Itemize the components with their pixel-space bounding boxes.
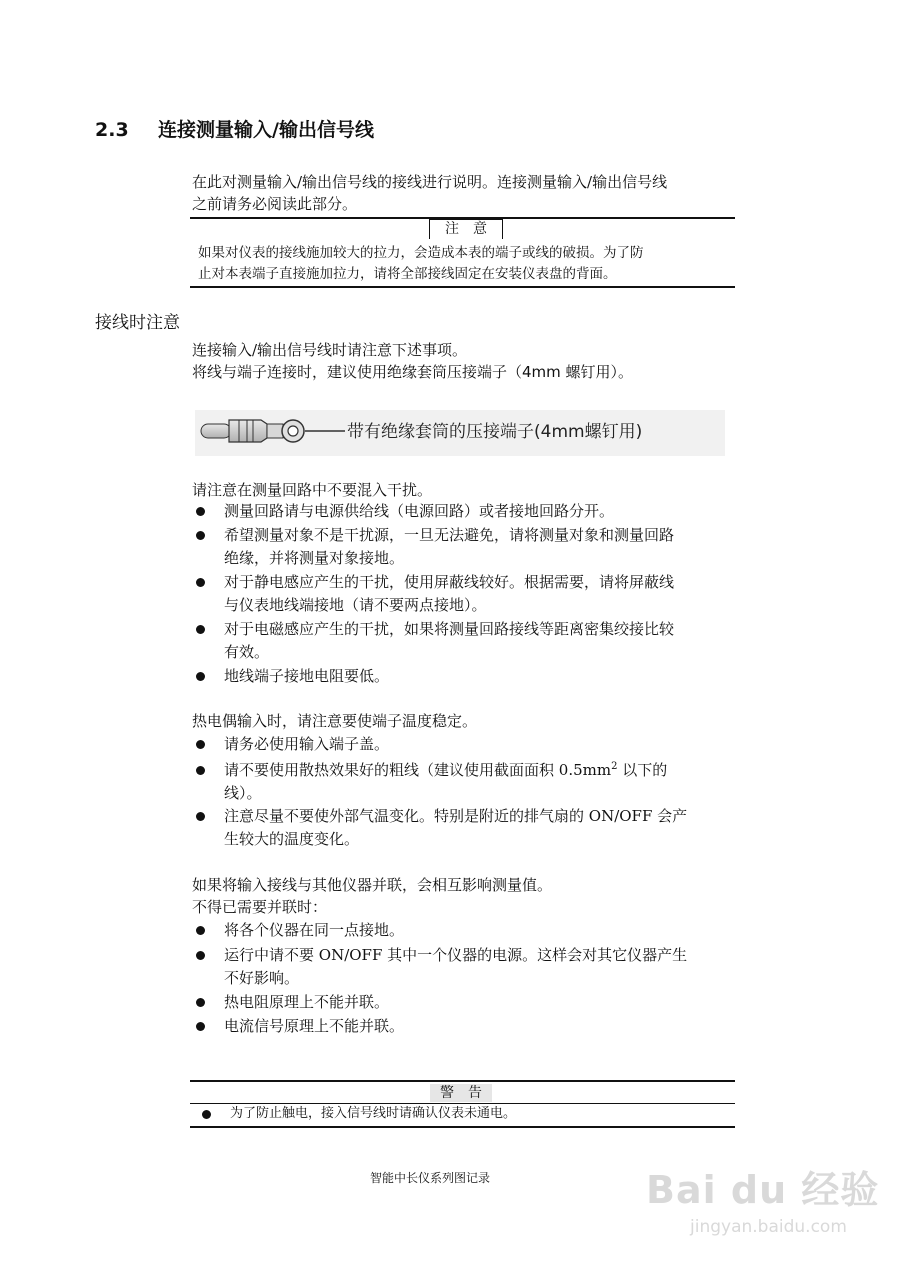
- intro-line-2: 之前请务必阅读此部分。: [192, 195, 358, 213]
- bullet-icon: [196, 812, 205, 821]
- noise-item-4-line-1: 对于电磁感应产生的干扰，如果将测量回路接线等距离密集绞接比较: [224, 620, 675, 638]
- noise-heading: 请注意在测量回路中不要混入干扰。: [192, 481, 433, 499]
- bullet-icon: [196, 531, 205, 540]
- parallel-item-1: 将各个仪器在同一点接地。: [224, 921, 405, 939]
- noise-item-4-line-2: 有效。: [224, 643, 270, 661]
- noise-item-3-line-1: 对于静电感应产生的干扰，使用屏蔽线较好。根据需要，请将屏蔽线: [224, 573, 675, 591]
- bullet-icon: [196, 740, 205, 749]
- parallel-heading: 如果将输入接线与其他仪器并联，会相互影响测量值。: [192, 876, 553, 894]
- thermo-item-3-line-1: 注意尽量不要使外部气温变化。特别是附近的排气扇的 ON/OFF 会产: [224, 807, 688, 825]
- section-number: 2.3: [95, 119, 129, 141]
- watermark-logo: Bai du 经验: [646, 1168, 880, 1212]
- thermo-item-2-line-2: 线）。: [224, 784, 262, 802]
- section-title: 连接测量输入/输出信号线: [158, 119, 374, 141]
- thermo-item-2-text: 请不要使用散热效果好的粗线（建议使用截面面积 0.5mm: [224, 761, 612, 779]
- noise-item-2-line-1: 希望测量对象不是干扰源，一旦无法避免，请将测量对象和测量回路: [224, 526, 675, 544]
- parallel-item-2-line-2: 不好影响。: [224, 969, 300, 987]
- caution-label: 注 意: [429, 219, 503, 239]
- crimp-terminal-figure: [195, 410, 725, 456]
- crimp-terminal-label: 带有绝缘套筒的压接端子(4mm螺钉用): [347, 422, 643, 442]
- thermo-item-2-superscript: 2: [611, 761, 618, 772]
- bullet-icon: [196, 951, 205, 960]
- noise-item-5: 地线端子接地电阻要低。: [224, 667, 390, 685]
- thermo-item-3-line-2: 生较大的温度变化。: [224, 830, 360, 848]
- wiring-line-2: 将线与端子连接时，建议使用绝缘套筒压接端子（4mm 螺钉用）。: [192, 363, 634, 381]
- bullet-icon: [196, 672, 205, 681]
- wiring-heading: 接线时注意: [95, 313, 180, 333]
- noise-item-3-line-2: 与仪表地线端接地（请不要两点接地）。: [224, 596, 487, 614]
- bullet-icon: [196, 1022, 205, 1031]
- bullet-icon: [196, 998, 205, 1007]
- bullet-icon: [196, 507, 205, 516]
- warning-bottom-rule: [190, 1126, 735, 1128]
- warning-top-rule: [190, 1080, 735, 1082]
- thermo-item-2-line-1: [224, 760, 667, 780]
- wiring-line-1: 连接输入/输出信号线时请注意下述事项。: [192, 341, 468, 359]
- intro-line-1: 在此对测量输入/输出信号线的接线进行说明。连接测量输入/输出信号线: [192, 173, 668, 191]
- footer-text: 智能中长仪系列图记录: [370, 1171, 491, 1185]
- parallel-item-2-line-1: 运行中请不要 ON/OFF 其中一个仪器的电源。这样会对其它仪器产生: [224, 946, 688, 964]
- parallel-item-3: 热电阻原理上不能并联。: [224, 993, 390, 1011]
- parallel-item-4: 电流信号原理上不能并联。: [224, 1017, 405, 1035]
- caution-line-1: 如果对仪表的接线施加较大的拉力，会造成本表的端子或线的破损。为了防: [198, 245, 644, 261]
- noise-item-1: 测量回路请与电源供给线（电源回路）或者接地回路分开。: [224, 502, 615, 520]
- thermo-item-2-suffix: 以下的: [617, 761, 668, 779]
- caution-line-2: 止对本表端子直接施加拉力，请将全部接线固定在安装仪表盘的背面。: [198, 266, 617, 282]
- bullet-icon: [196, 578, 205, 587]
- caution-bottom-rule: [190, 286, 735, 288]
- warning-label: 警 告: [430, 1084, 492, 1102]
- bullet-icon: [202, 1110, 211, 1119]
- warning-text: 为了防止触电，接入信号线时请确认仪表未通电。: [230, 1106, 517, 1121]
- bullet-icon: [196, 926, 205, 935]
- parallel-subheading: 不得已需要并联时：: [192, 898, 328, 916]
- noise-item-2-line-2: 绝缘，并将测量对象接地。: [224, 549, 405, 567]
- bullet-icon: [196, 625, 205, 634]
- thermo-heading: 热电偶输入时，请注意要使端子温度稳定。: [192, 712, 478, 730]
- bullet-icon: [196, 766, 205, 775]
- thermo-item-1: 请务必使用输入端子盖。: [224, 735, 390, 753]
- watermark-url: jingyan.baidu.com: [690, 1217, 847, 1237]
